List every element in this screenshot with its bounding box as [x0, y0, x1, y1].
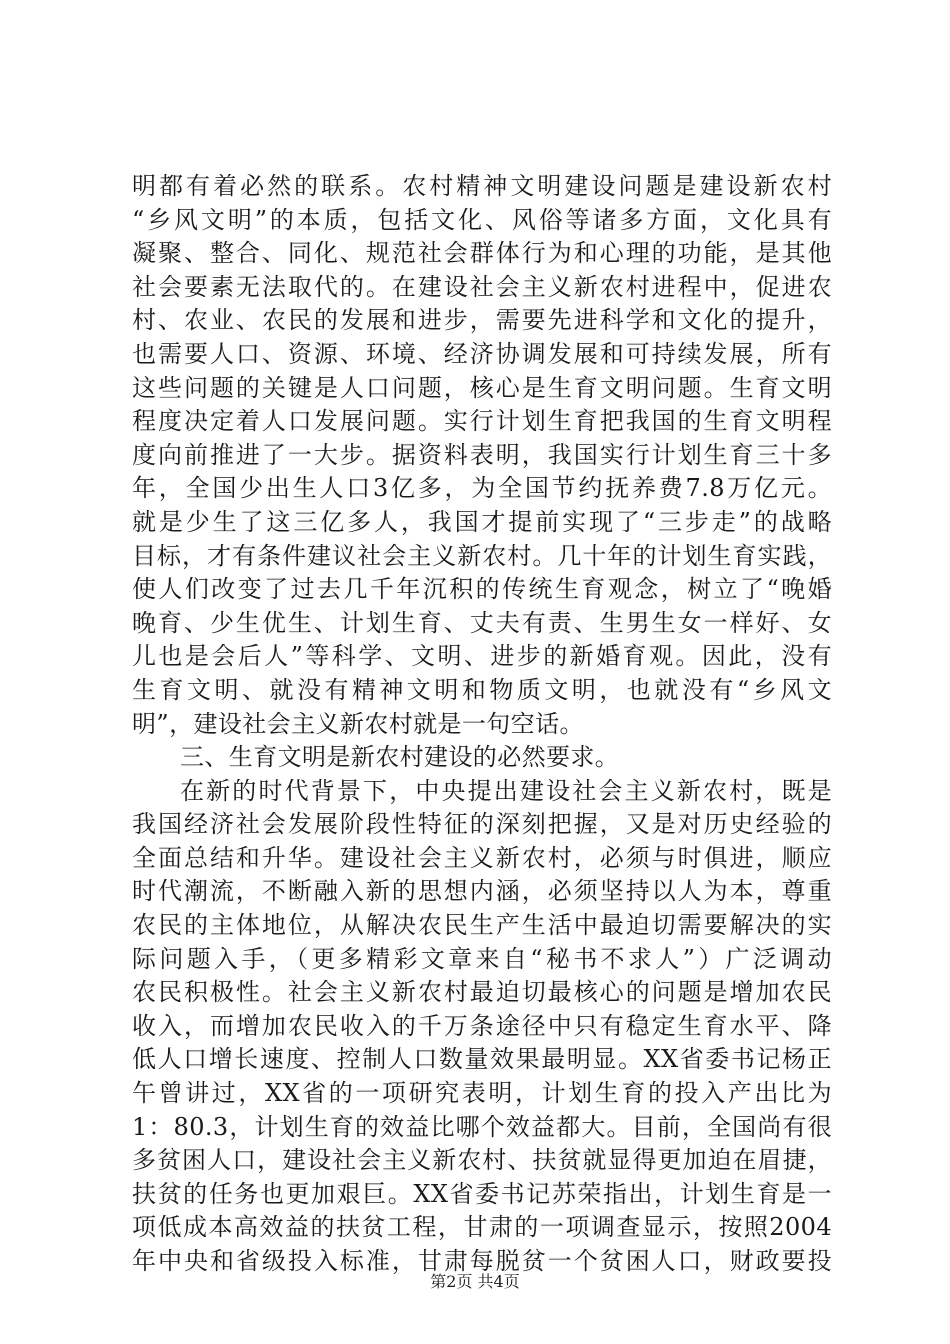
text-line: 就是少生了这三亿多人，我国才提前实现了“三步走”的战略 [132, 507, 832, 536]
text-line: 晚育、少生优生、计划生育、丈夫有责、生男生女一样好、女 [132, 608, 832, 637]
text-line: 生育文明、就没有精神文明和物质文明，也就没有“乡风文 [132, 675, 832, 704]
text-line: 三、生育文明是新农村建设的必然要求。 [180, 743, 620, 772]
body-text [132, 170, 832, 1279]
text-line: 项低成本高效益的扶贫工程，甘肃的一项调查显示，按照2004 [132, 1213, 832, 1242]
text-line: 使人们改变了过去几千年沉积的传统生育观念，树立了“晚婚 [132, 575, 832, 604]
text-line: 明”，建设社会主义新农村就是一句空话。 [132, 709, 584, 738]
text-line: 农民积极性。社会主义新农村最迫切最核心的问题是增加农民 [132, 978, 832, 1007]
text-line: 农民的主体地位，从解决农民生产生活中最迫切需要解决的实 [132, 911, 832, 940]
text-line: “乡风文明”的本质，包括文化、风俗等诸多方面，文化具有 [132, 205, 832, 234]
text-line: 社会要素无法取代的。在建设社会主义新农村进程中，促进农 [132, 272, 832, 301]
text-line: 我国经济社会发展阶段性特征的深刻把握，又是对历史经验的 [132, 810, 832, 839]
text-line: 程度决定着人口发展问题。实行计划生育把我国的生育文明程 [132, 407, 832, 436]
text-line: 也需要人口、资源、环境、经济协调发展和可持续发展，所有 [132, 339, 832, 368]
text-line: 目标，才有条件建议社会主义新农村。几十年的计划生育实践， [132, 541, 832, 570]
text-line: 村、农业、农民的发展和进步，需要先进科学和文化的提升， [132, 306, 832, 335]
text-line: 时代潮流，不断融入新的思想内涵，必须坚持以人为本，尊重 [132, 877, 832, 906]
text-line: 午曾讲过，XX省的一项研究表明，计划生育的投入产出比为 [132, 1079, 832, 1108]
text-line: 际问题入手，（更多精彩文章来自“秘书不求人”）广泛调动 [132, 944, 832, 973]
text-line: 1：80.3，计划生育的效益比哪个效益都大。目前，全国尚有很 [132, 1112, 832, 1141]
page-footer: 第2页 共4页 [430, 1272, 520, 1291]
text-line: 收入，而增加农民收入的千万条途径中只有稳定生育水平、降 [132, 1011, 832, 1040]
text-line: 儿也是会后人”等科学、文明、进步的新婚育观。因此，没有 [132, 642, 832, 671]
text-line: 度向前推进了一大步。据资料表明，我国实行计划生育三十多 [132, 440, 832, 469]
text-line: 这些问题的关键是人口问题，核心是生育文明问题。生育文明 [132, 373, 832, 402]
text-line: 扶贫的任务也更加艰巨。XX省委书记苏荣指出，计划生育是一 [132, 1179, 832, 1208]
text-line: 明都有着必然的联系。农村精神文明建设问题是建设新农村 [132, 172, 832, 200]
text-line: 低人口增长速度、控制人口数量效果最明显。XX省委书记杨正 [132, 1045, 832, 1074]
text-line: 年中央和省级投入标准，甘肃每脱贫一个贫困人口，财政要投 [132, 1247, 832, 1275]
text-line: 年，全国少出生人口3亿多，为全国节约抚养费7.8万亿元。 [132, 474, 832, 503]
text-line: 凝聚、整合、同化、规范社会群体行为和心理的功能，是其他 [132, 239, 832, 268]
text-line: 在新的时代背景下，中央提出建设社会主义新农村，既是 [180, 776, 832, 805]
text-line: 全面总结和升华。建设社会主义新农村，必须与时俱进，顺应 [132, 843, 832, 872]
text-line: 多贫困人口，建设社会主义新农村、扶贫就显得更加迫在眉捷， [132, 1146, 832, 1175]
